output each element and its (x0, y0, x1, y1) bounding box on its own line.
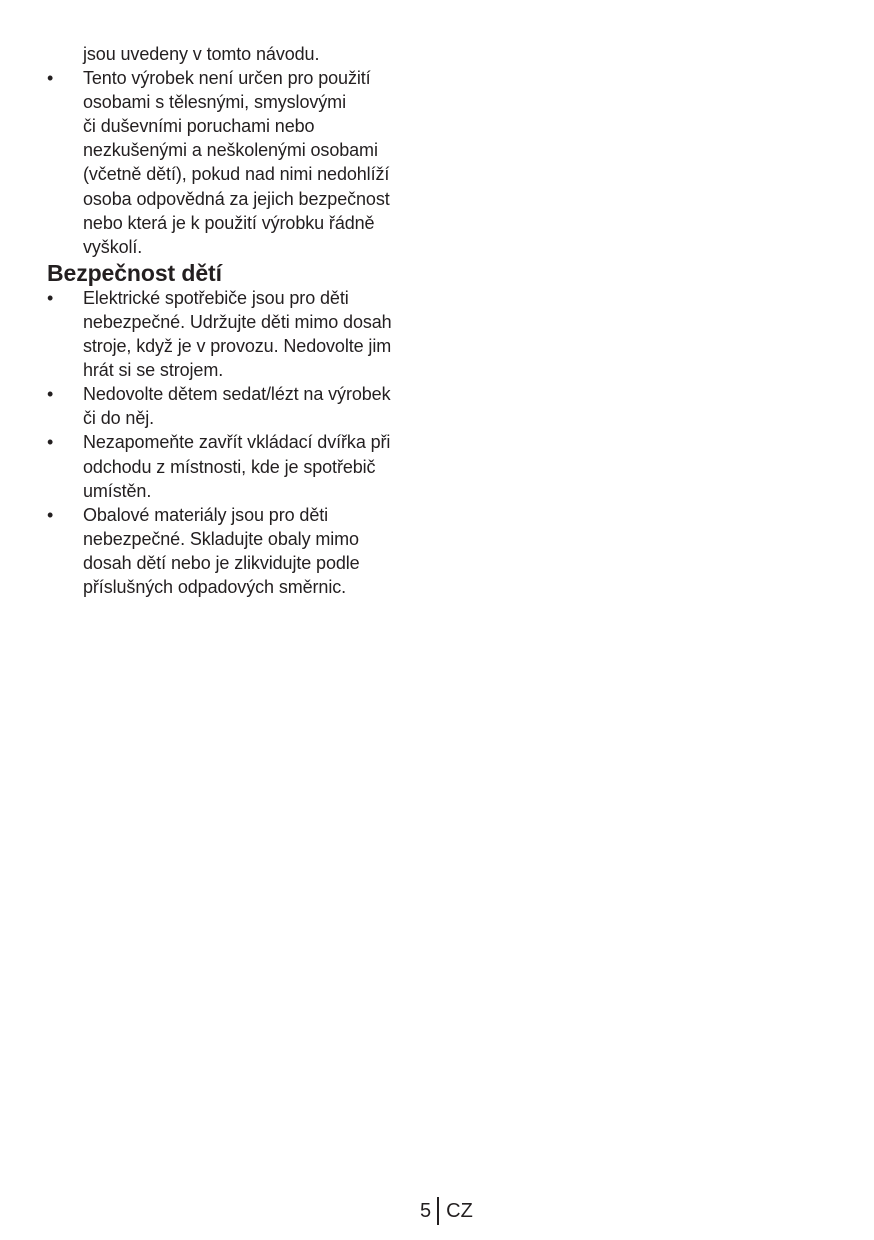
page-footer (420, 1196, 473, 1226)
text-line: Tento výrobek není určen pro použití (83, 68, 371, 89)
bullet-point: • (47, 287, 54, 308)
bullet-item (47, 503, 427, 599)
text-line: umístěn. (83, 480, 152, 501)
text-line: Elektrické spotřebiče jsou pro děti (83, 287, 349, 308)
text-line: nebezpečné. Skladujte obaly mimo (83, 528, 359, 549)
text-line: odchodu z místnosti, kde je spotřebič (83, 456, 376, 477)
bullet-item (47, 286, 427, 382)
section-heading: Bezpečnost dětí (47, 259, 222, 286)
text-line: osobami s tělesnými, smyslovými (83, 92, 346, 113)
language-code: CZ (446, 1199, 473, 1222)
bullet-item (47, 382, 427, 430)
text-line: stroje, když je v provozu. Nedovolte jim (83, 336, 392, 357)
text-line: vyškolí. (83, 236, 143, 257)
text-line: nezkušenými a neškolenými osobami (83, 140, 378, 161)
bullet-point: • (47, 504, 54, 525)
text-line: Obalové materiály jsou pro děti (83, 504, 329, 525)
text-line: či duševními poruchami nebo (83, 116, 315, 137)
text-line: hrát si se strojem. (83, 360, 224, 381)
text-line: Nezapomeňte zavřít vkládací dvířka při (83, 432, 391, 453)
bullet-point: • (47, 432, 54, 453)
text-line: nebezpečné. Udržujte děti mimo dosah (83, 311, 392, 332)
text-line: (včetně dětí), pokud nad nimi nedohlíží (83, 164, 390, 185)
bullet-item (47, 66, 427, 259)
text-line: osoba odpovědná za jejich bezpečnost (83, 188, 390, 209)
text-column (47, 42, 427, 599)
bullet-item (47, 430, 427, 502)
text-line: nebo která je k použití výrobku řádně (83, 212, 375, 233)
bullet-point: • (47, 68, 54, 89)
bullet-point: • (47, 384, 54, 405)
text-line: dosah dětí nebo je zlikvidujte podle (83, 552, 360, 573)
text-line: či do něj. (83, 408, 155, 429)
page-number: 5 (420, 1199, 432, 1222)
text-line: Nedovolte dětem sedat/lézt na výrobek (83, 384, 391, 405)
paragraph-continuation: jsou uvedeny v tomto návodu. (83, 44, 320, 64)
footer-divider (437, 1197, 439, 1225)
text-line: příslušných odpadových směrnic. (83, 576, 347, 597)
